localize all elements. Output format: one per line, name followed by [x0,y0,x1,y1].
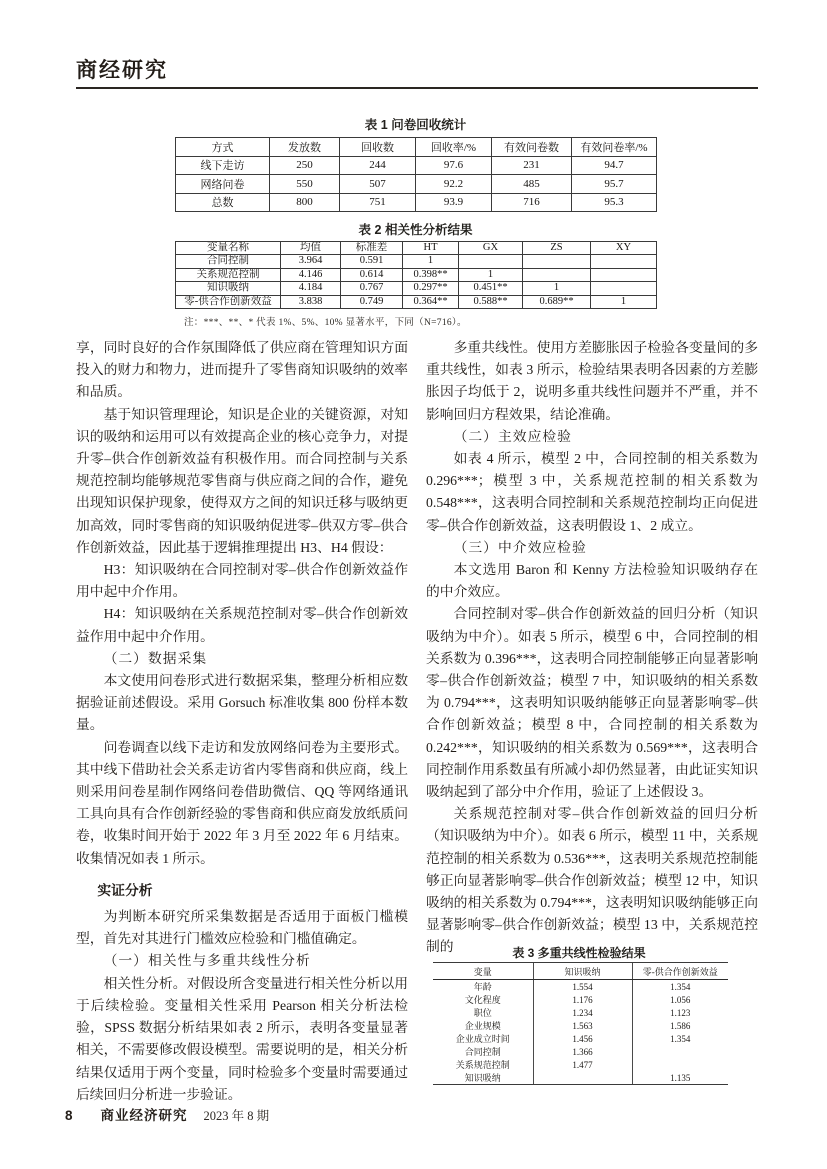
subsection-heading: （一）相关性与多重共线性分析 [103,953,311,969]
cell: 1.563 [533,1019,632,1032]
cell: 合同控制 [464,1047,501,1057]
cell [632,1045,728,1058]
cell: 1.123 [632,1006,728,1019]
cell: 95.3 [572,193,657,212]
header-cell: 回收数 [340,138,416,157]
cell: 0.614 [341,268,403,281]
cell: 总数 [176,193,270,212]
header-cell: 方式 [176,138,270,157]
cell: 文化程度 [464,995,501,1005]
cell: 职位 [473,1008,492,1018]
footer-page-number: 8 [65,1108,73,1123]
cell: 1 [459,268,523,281]
cell: 4.146 [281,268,341,281]
paragraph: 本文使用问卷形式进行数据采集，整理分析相应数据验证前述假设。采用 Gorsuch 标准收集 800 份样本数量。 [76,673,408,733]
subsection-heading: （三）中介效应检验 [453,539,587,555]
cell: 800 [270,193,340,212]
cell: 0.451** [459,282,523,295]
cell: 合同控制 [176,255,281,268]
cell: 1.056 [632,993,728,1006]
cell: 1.366 [533,1045,632,1058]
cell: 1.354 [632,980,728,994]
cell: 1 [403,255,459,268]
header-cell: GX [459,242,523,255]
cell [591,282,657,295]
paragraph: H3：知识吸纳在合同控制对零–供合作创新效益作用中起中介作用。 [76,562,408,600]
paragraph: 享，同时良好的合作氛围降低了供应商在管理知识方面投入的财力和物力，进而提升了零售商知识吸纳的效率和品质。 [76,340,408,400]
cell [591,268,657,281]
cell: 企业规模 [464,1021,501,1031]
header-rule [76,87,758,89]
table-row [433,1032,728,1045]
cell: 231 [492,156,572,175]
header-cell: ZS [523,242,591,255]
table1-title: 表 1 问卷回收统计 [364,118,467,132]
cell: 550 [270,175,340,194]
cell: 4.184 [281,282,341,295]
cell: 1 [591,295,657,308]
header-cell: 变量名称 [176,242,281,255]
table-header-row [433,963,728,980]
table-row [433,1006,728,1019]
cell: 0.749 [341,295,403,308]
cell: 751 [340,193,416,212]
table-header-row [176,138,657,157]
table-row [433,1019,728,1032]
cell: 3.838 [281,295,341,308]
cell: 1.456 [533,1032,632,1045]
cell: 知识吸纳 [433,1071,533,1085]
cell: 95.7 [572,175,657,194]
subsection-heading: （二）主效应检验 [453,428,572,444]
cell: 1.586 [632,1019,728,1032]
cell [459,255,523,268]
cell: 线下走访 [176,156,270,175]
cell: 关系规范控制 [176,268,281,281]
cell: 网络问卷 [176,175,270,194]
paragraph: 问卷调查以线下走访和发放网络问卷为主要形式。其中线下借助社会关系走访省内零售商和供应商，线上则采用问卷星制作网络问卷借助微信、QQ 等网络通讯工具向具有合作创新经验的零售商和供应商发放纸质问卷，收集时间开始于 2022 年 3 月至 2022 年 6 月结束。收集情况如表 1 所示。 [76,739,408,866]
table-row [176,175,657,194]
right-column [426,337,758,959]
header-cell: 回收率/% [416,138,492,157]
cell: 1.176 [533,993,632,1006]
paragraph: 关系规范控制对零–供合作创新效益的回归分析（知识吸纳为中介）。如表 6 所示，模型 11 中，关系规范控制的相关系数为 0.536***，这表明关系规范控制能够正向显著影响零–供合作创新效益；模型 12 中，知识吸纳的相关系数为 0.794***，这表明知识吸纳能够正向显著影响零–供合作创新效益；模型 13 中，关系规范控制的 [426,806,758,955]
cell: 244 [340,156,416,175]
table-header-row [176,242,657,255]
footer-issue: 2023 年 8 期 [203,1109,270,1123]
header-cell: 变量 [433,963,533,980]
paragraph: 多重共线性。使用方差膨胀因子检验各变量间的多重共线性，如表 3 所示，检验结果表明各因素的方差膨胀因子均低于 2，说明多重共线性问题并不严重，并不影响回归方程效果，结论准确。 [426,340,758,422]
cell: 0.767 [341,282,403,295]
paragraph: 如表 4 所示，模型 2 中，合同控制的相关系数为 0.296***；模型 3 中，关系规范控制的相关系数为 0.548***，这表明合同控制和关系规范控制均正向促进零–供合作创新效益，这表明假设 1、2 成立。 [426,451,758,533]
cell: 1.354 [632,1032,728,1045]
header-cell: 有效问卷率/% [572,138,657,157]
paragraph: 相关性分析。对假设所含变量进行相关性分析以用于后续检验。变量相关性采用 Pearson 相关分析法检验，SPSS 数据分析结果如表 2 所示，表明各变量显著相关，不需要修改假设模型。需要说明的是，相关分析结果仅适用于两个变量，同时检验多个变量时需要通过后续回归分析进一步验证。 [76,975,408,1102]
paragraph: H4：知识吸纳在关系规范控制对零–供合作创新效益作用中起中介作用。 [76,606,408,644]
cell: 93.9 [416,193,492,212]
cell: 1.135 [632,1071,728,1085]
cell: 0.297** [403,282,459,295]
header-cell: XY [591,242,657,255]
cell: 零-供合作创新效益 [176,295,281,308]
paragraph: 合同控制对零–供合作创新效益的回归分析（知识吸纳为中介）。如表 5 所示，模型 6 中，合同控制的相关系数为 0.396***，这表明合同控制能够正向显著影响零–供合作创新效益；模型 7 中，知识吸纳的相关系数为 0.794***，这表明知识吸纳能够正向显著影响零–供合作创新效益；模型 8 中，合同控制的相关系数为 0.242***，知识吸纳的相关系数为 0.569***，这表明合同控制作用系数虽有所减小却仍然显著，由此证实知识吸纳起到了部分中介作用，验证了上述假设 3。 [426,606,758,800]
cell: 年龄 [473,982,492,992]
cell: 250 [270,156,340,175]
cell: 0.588** [459,295,523,308]
page-footer [65,1104,269,1125]
section-heading: 实证分析 [97,882,153,898]
paragraph: 为判断本研究所采集数据是否适用于面板门槛模型，首先对其进行门槛效应检验和门槛值确定。 [76,909,408,947]
header-cell: HT [403,242,459,255]
cell: 0.398** [403,268,459,281]
table2-note: 注：***、**、* 代表 1%、5%、10% 显著水平，下同（N=716）。 [184,318,467,328]
table-row [176,295,657,308]
cell [632,1058,728,1071]
table-row [433,993,728,1006]
cell: 3.964 [281,255,341,268]
cell: 1.477 [533,1058,632,1071]
cell: 97.6 [416,156,492,175]
cell: 1.234 [533,1006,632,1019]
table-correlation-analysis [175,241,657,309]
cell: 485 [492,175,572,194]
table-row [176,255,657,268]
header-cell: 均值 [281,242,341,255]
table-row [176,282,657,295]
cell: 知识吸纳 [176,282,281,295]
header-cell: 发放数 [270,138,340,157]
table-row [176,156,657,175]
header-cell: 知识吸纳 [533,963,632,980]
cell [591,255,657,268]
cell: 94.7 [572,156,657,175]
table3-title: 表 3 多重共线性检验结果 [512,946,646,960]
table-row [176,193,657,212]
paragraph: 基于知识管理理论，知识是企业的关键资源，对知识的吸纳和运用可以有效提高企业的核心竞争力，对提升零–供合作创新效益有积极作用。而合同控制与关系规范控制均能够规范零售商与供应商之间的合作，避免出现知识保护现象，使得双方之间的知识迁移与吸纳更加高效，同时零售商的知识吸纳促进零–供双方零–供合作创新效益，因此基于逻辑推理提出 H3、H4 假设： [76,406,408,555]
table-questionnaire-recovery [175,137,657,212]
table-row [433,1071,728,1085]
subsection-heading: （二）数据采集 [103,650,208,666]
cell: 0.364** [403,295,459,308]
cell: 关系规范控制 [455,1060,510,1070]
page-title: 商经研究 [76,59,168,82]
cell: 716 [492,193,572,212]
cell [523,255,591,268]
header-cell: 零-供合作创新效益 [632,963,728,980]
table-row [433,1045,728,1058]
table-row [176,268,657,281]
cell [523,268,591,281]
cell: 企业成立时间 [455,1034,510,1044]
cell: 92.2 [416,175,492,194]
cell: 0.591 [341,255,403,268]
table2-title: 表 2 相关性分析结果 [358,223,473,237]
cell: 507 [340,175,416,194]
header-cell: 标准差 [341,242,403,255]
table-multicollinearity-test [433,962,728,1085]
footer-journal-name: 商业经济研究 [100,1108,188,1123]
cell [533,1071,632,1085]
table-row [433,980,728,994]
header-cell: 有效问卷数 [492,138,572,157]
left-column [76,337,408,1106]
cell: 1 [523,282,591,295]
paragraph: 本文选用 Baron 和 Kenny 方法检验知识吸纳存在的中介效应。 [426,562,758,600]
cell: 1.554 [533,980,632,994]
cell: 0.689** [523,295,591,308]
table-row [433,1058,728,1071]
